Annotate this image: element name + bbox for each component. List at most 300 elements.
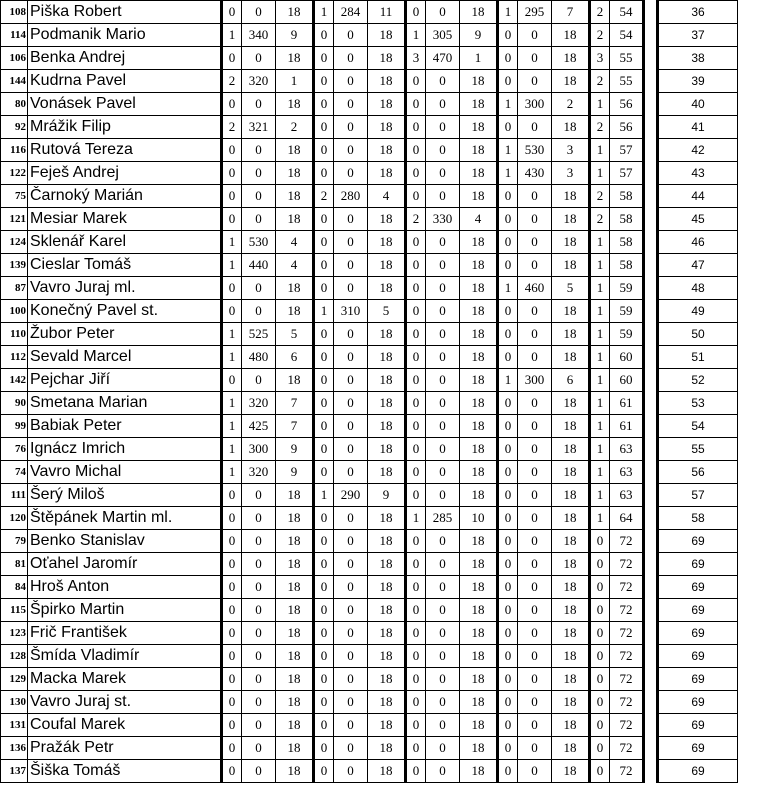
round2-fish-count-cell: 0	[314, 392, 334, 415]
round1-weight-cell: 530	[242, 231, 276, 254]
rank-cell: 50	[658, 323, 738, 346]
round1-weight-cell: 320	[242, 70, 276, 93]
round3-weight-cell: 0	[426, 438, 460, 461]
round4-weight-cell: 0	[518, 47, 552, 70]
round1-fish-count-cell: 0	[222, 599, 242, 622]
total-points-cell: 59	[610, 300, 644, 323]
round2-fish-count-cell: 0	[314, 116, 334, 139]
round2-fish-count-cell: 0	[314, 231, 334, 254]
round3-weight-cell: 0	[426, 277, 460, 300]
round2-fish-count-cell: 0	[314, 461, 334, 484]
round1-fish-count-cell: 1	[222, 231, 242, 254]
round1-fish-count-cell: 0	[222, 714, 242, 737]
spacer-cell	[644, 507, 658, 530]
round2-points-cell: 18	[368, 162, 406, 185]
round2-points-cell: 18	[368, 415, 406, 438]
rank-cell: 69	[658, 599, 738, 622]
round1-points-cell: 18	[276, 622, 314, 645]
table-row	[1, 231, 738, 254]
round1-fish-count-cell: 0	[222, 645, 242, 668]
round3-fish-count-cell: 0	[406, 254, 426, 277]
round2-fish-count-cell: 2	[314, 185, 334, 208]
round2-points-cell: 18	[368, 70, 406, 93]
round1-weight-cell: 480	[242, 346, 276, 369]
total-fish-count-cell: 1	[590, 277, 610, 300]
competitor-number-cell: 80	[1, 93, 28, 116]
round2-weight-cell: 0	[334, 346, 368, 369]
rank-cell: 69	[658, 668, 738, 691]
round3-points-cell: 18	[460, 392, 498, 415]
round2-weight-cell: 0	[334, 576, 368, 599]
round3-weight-cell: 0	[426, 185, 460, 208]
table-row	[1, 185, 738, 208]
round1-fish-count-cell: 0	[222, 507, 242, 530]
round4-fish-count-cell: 0	[498, 415, 518, 438]
round4-points-cell: 18	[552, 553, 590, 576]
competitor-number-cell: 112	[1, 346, 28, 369]
round3-fish-count-cell: 0	[406, 346, 426, 369]
competitor-number-cell: 120	[1, 507, 28, 530]
rank-cell: 69	[658, 737, 738, 760]
round1-weight-cell: 0	[242, 484, 276, 507]
spacer-cell	[644, 461, 658, 484]
round3-fish-count-cell: 0	[406, 1, 426, 24]
total-fish-count-cell: 0	[590, 622, 610, 645]
round2-weight-cell: 310	[334, 300, 368, 323]
round2-fish-count-cell: 0	[314, 162, 334, 185]
round1-points-cell: 18	[276, 599, 314, 622]
total-fish-count-cell: 0	[590, 691, 610, 714]
rank-cell: 69	[658, 530, 738, 553]
round3-fish-count-cell: 0	[406, 116, 426, 139]
round3-points-cell: 18	[460, 737, 498, 760]
round2-weight-cell: 0	[334, 760, 368, 783]
round1-fish-count-cell: 1	[222, 254, 242, 277]
total-points-cell: 54	[610, 1, 644, 24]
results-table-body	[1, 1, 738, 783]
round1-fish-count-cell: 1	[222, 392, 242, 415]
round3-weight-cell: 0	[426, 93, 460, 116]
round3-weight-cell: 0	[426, 461, 460, 484]
round2-points-cell: 18	[368, 116, 406, 139]
total-fish-count-cell: 1	[590, 254, 610, 277]
round1-points-cell: 18	[276, 668, 314, 691]
total-fish-count-cell: 3	[590, 47, 610, 70]
rank-cell: 47	[658, 254, 738, 277]
round2-points-cell: 18	[368, 323, 406, 346]
round1-points-cell: 6	[276, 346, 314, 369]
round1-weight-cell: 0	[242, 185, 276, 208]
round1-fish-count-cell: 1	[222, 346, 242, 369]
round1-points-cell: 18	[276, 691, 314, 714]
round1-weight-cell: 440	[242, 254, 276, 277]
round4-points-cell: 18	[552, 300, 590, 323]
round1-weight-cell: 320	[242, 461, 276, 484]
table-row	[1, 576, 738, 599]
spacer-cell	[644, 70, 658, 93]
round2-points-cell: 18	[368, 208, 406, 231]
round3-weight-cell: 470	[426, 47, 460, 70]
round3-points-cell: 18	[460, 530, 498, 553]
total-fish-count-cell: 1	[590, 438, 610, 461]
round2-points-cell: 18	[368, 691, 406, 714]
round3-weight-cell: 0	[426, 553, 460, 576]
round1-points-cell: 4	[276, 254, 314, 277]
spacer-cell	[644, 277, 658, 300]
round3-weight-cell: 0	[426, 116, 460, 139]
round1-points-cell: 18	[276, 484, 314, 507]
total-points-cell: 60	[610, 369, 644, 392]
total-points-cell: 57	[610, 139, 644, 162]
round1-points-cell: 7	[276, 415, 314, 438]
competitor-number-cell: 124	[1, 231, 28, 254]
rank-cell: 69	[658, 553, 738, 576]
competitor-name-cell: Špirko Martin	[28, 599, 222, 622]
spacer-cell	[644, 116, 658, 139]
round3-fish-count-cell: 1	[406, 24, 426, 47]
total-points-cell: 56	[610, 93, 644, 116]
round3-weight-cell: 0	[426, 1, 460, 24]
round1-fish-count-cell: 0	[222, 553, 242, 576]
competitor-name-cell: Vonásek Pavel	[28, 93, 222, 116]
table-row	[1, 530, 738, 553]
spacer-cell	[644, 93, 658, 116]
table-row	[1, 139, 738, 162]
competitor-number-cell: 123	[1, 622, 28, 645]
competitor-name-cell: Kudrna Pavel	[28, 70, 222, 93]
competitor-name-cell: Šerý Miloš	[28, 484, 222, 507]
round2-points-cell: 18	[368, 530, 406, 553]
spacer-cell	[644, 300, 658, 323]
total-fish-count-cell: 0	[590, 553, 610, 576]
table-row	[1, 668, 738, 691]
round1-points-cell: 18	[276, 737, 314, 760]
round2-points-cell: 18	[368, 714, 406, 737]
round4-fish-count-cell: 0	[498, 691, 518, 714]
round3-weight-cell: 305	[426, 24, 460, 47]
round4-points-cell: 18	[552, 346, 590, 369]
round2-points-cell: 5	[368, 300, 406, 323]
competitor-number-cell: 92	[1, 116, 28, 139]
competitor-name-cell: Rutová Tereza	[28, 139, 222, 162]
round2-fish-count-cell: 0	[314, 599, 334, 622]
rank-cell: 43	[658, 162, 738, 185]
round4-points-cell: 18	[552, 530, 590, 553]
total-points-cell: 63	[610, 484, 644, 507]
table-row	[1, 415, 738, 438]
total-points-cell: 72	[610, 645, 644, 668]
round2-weight-cell: 0	[334, 277, 368, 300]
round4-points-cell: 18	[552, 576, 590, 599]
round1-weight-cell: 321	[242, 116, 276, 139]
competitor-name-cell: Pejchar Jiří	[28, 369, 222, 392]
spacer-cell	[644, 668, 658, 691]
round1-points-cell: 1	[276, 70, 314, 93]
round4-weight-cell: 0	[518, 737, 552, 760]
round3-points-cell: 18	[460, 93, 498, 116]
round1-fish-count-cell: 0	[222, 369, 242, 392]
competitor-name-cell: Frič František	[28, 622, 222, 645]
competitor-number-cell: 106	[1, 47, 28, 70]
competitor-name-cell: Vavro Juraj ml.	[28, 277, 222, 300]
round2-fish-count-cell: 0	[314, 254, 334, 277]
round3-fish-count-cell: 0	[406, 530, 426, 553]
round1-fish-count-cell: 0	[222, 162, 242, 185]
round2-fish-count-cell: 0	[314, 70, 334, 93]
round4-points-cell: 18	[552, 668, 590, 691]
total-points-cell: 60	[610, 346, 644, 369]
round1-points-cell: 9	[276, 24, 314, 47]
rank-cell: 69	[658, 714, 738, 737]
round2-points-cell: 18	[368, 346, 406, 369]
round1-points-cell: 18	[276, 760, 314, 783]
competitor-name-cell: Šmída Vladimír	[28, 645, 222, 668]
rank-cell: 55	[658, 438, 738, 461]
round1-weight-cell: 0	[242, 300, 276, 323]
round4-points-cell: 18	[552, 461, 590, 484]
rank-cell: 57	[658, 484, 738, 507]
round4-fish-count-cell: 0	[498, 70, 518, 93]
competitor-name-cell: Pražák Petr	[28, 737, 222, 760]
table-row	[1, 254, 738, 277]
round4-weight-cell: 0	[518, 530, 552, 553]
round2-fish-count-cell: 0	[314, 415, 334, 438]
round4-fish-count-cell: 1	[498, 139, 518, 162]
table-row	[1, 24, 738, 47]
total-points-cell: 72	[610, 668, 644, 691]
total-fish-count-cell: 0	[590, 668, 610, 691]
round3-fish-count-cell: 0	[406, 300, 426, 323]
round2-points-cell: 9	[368, 484, 406, 507]
round1-points-cell: 18	[276, 93, 314, 116]
competitor-name-cell: Oťahel Jaromír	[28, 553, 222, 576]
total-points-cell: 72	[610, 530, 644, 553]
total-points-cell: 55	[610, 70, 644, 93]
round3-points-cell: 18	[460, 668, 498, 691]
round2-fish-count-cell: 0	[314, 553, 334, 576]
round4-fish-count-cell: 0	[498, 553, 518, 576]
round4-fish-count-cell: 0	[498, 668, 518, 691]
competitor-number-cell: 115	[1, 599, 28, 622]
round2-fish-count-cell: 1	[314, 484, 334, 507]
round1-points-cell: 18	[276, 553, 314, 576]
round2-fish-count-cell: 0	[314, 645, 334, 668]
round4-fish-count-cell: 1	[498, 277, 518, 300]
spacer-cell	[644, 599, 658, 622]
table-row	[1, 1, 738, 24]
round4-fish-count-cell: 0	[498, 392, 518, 415]
total-points-cell: 72	[610, 737, 644, 760]
round3-fish-count-cell: 0	[406, 622, 426, 645]
competitor-name-cell: Vavro Michal	[28, 461, 222, 484]
spacer-cell	[644, 553, 658, 576]
rank-cell: 37	[658, 24, 738, 47]
round2-weight-cell: 0	[334, 415, 368, 438]
competitor-name-cell: Šiška Tomáš	[28, 760, 222, 783]
round2-weight-cell: 0	[334, 116, 368, 139]
spacer-cell	[644, 346, 658, 369]
competitor-name-cell: Konečný Pavel st.	[28, 300, 222, 323]
round4-points-cell: 18	[552, 70, 590, 93]
round4-weight-cell: 0	[518, 622, 552, 645]
spacer-cell	[644, 415, 658, 438]
competitor-name-cell: Čarnoký Marián	[28, 185, 222, 208]
spacer-cell	[644, 231, 658, 254]
round4-weight-cell: 295	[518, 1, 552, 24]
round3-points-cell: 18	[460, 576, 498, 599]
round3-points-cell: 18	[460, 162, 498, 185]
total-fish-count-cell: 1	[590, 231, 610, 254]
rank-cell: 53	[658, 392, 738, 415]
competitor-name-cell: Mesiar Marek	[28, 208, 222, 231]
table-row	[1, 484, 738, 507]
round4-weight-cell: 0	[518, 185, 552, 208]
table-row	[1, 208, 738, 231]
table-row	[1, 461, 738, 484]
round1-fish-count-cell: 2	[222, 116, 242, 139]
total-points-cell: 63	[610, 438, 644, 461]
round4-points-cell: 18	[552, 645, 590, 668]
total-fish-count-cell: 0	[590, 714, 610, 737]
total-fish-count-cell: 0	[590, 599, 610, 622]
total-points-cell: 57	[610, 162, 644, 185]
competitor-number-cell: 130	[1, 691, 28, 714]
competitor-number-cell: 114	[1, 24, 28, 47]
round4-weight-cell: 0	[518, 760, 552, 783]
table-row	[1, 323, 738, 346]
rank-cell: 44	[658, 185, 738, 208]
spacer-cell	[644, 622, 658, 645]
round4-weight-cell: 0	[518, 507, 552, 530]
total-points-cell: 58	[610, 231, 644, 254]
total-fish-count-cell: 0	[590, 576, 610, 599]
round3-fish-count-cell: 2	[406, 208, 426, 231]
round3-fish-count-cell: 0	[406, 645, 426, 668]
round2-points-cell: 18	[368, 139, 406, 162]
total-fish-count-cell: 1	[590, 139, 610, 162]
round4-points-cell: 3	[552, 162, 590, 185]
rank-cell: 48	[658, 277, 738, 300]
total-points-cell: 72	[610, 760, 644, 783]
competitor-number-cell: 137	[1, 760, 28, 783]
competitor-name-cell: Sklenář Karel	[28, 231, 222, 254]
round1-fish-count-cell: 0	[222, 47, 242, 70]
round3-points-cell: 18	[460, 1, 498, 24]
round1-fish-count-cell: 0	[222, 300, 242, 323]
competitor-number-cell: 108	[1, 1, 28, 24]
total-fish-count-cell: 1	[590, 461, 610, 484]
round2-points-cell: 18	[368, 576, 406, 599]
round1-weight-cell: 0	[242, 576, 276, 599]
round4-weight-cell: 0	[518, 24, 552, 47]
round1-weight-cell: 340	[242, 24, 276, 47]
rank-cell: 69	[658, 760, 738, 783]
table-row	[1, 737, 738, 760]
total-fish-count-cell: 1	[590, 369, 610, 392]
round4-points-cell: 18	[552, 47, 590, 70]
total-points-cell: 61	[610, 392, 644, 415]
round3-points-cell: 18	[460, 714, 498, 737]
rank-cell: 41	[658, 116, 738, 139]
round2-weight-cell: 0	[334, 93, 368, 116]
round2-fish-count-cell: 0	[314, 277, 334, 300]
rank-cell: 69	[658, 622, 738, 645]
round3-fish-count-cell: 0	[406, 162, 426, 185]
round3-points-cell: 10	[460, 507, 498, 530]
round3-points-cell: 18	[460, 415, 498, 438]
total-fish-count-cell: 2	[590, 70, 610, 93]
competitor-number-cell: 131	[1, 714, 28, 737]
round1-fish-count-cell: 1	[222, 415, 242, 438]
round1-weight-cell: 300	[242, 438, 276, 461]
round3-fish-count-cell: 0	[406, 760, 426, 783]
table-row	[1, 369, 738, 392]
round3-points-cell: 18	[460, 139, 498, 162]
round3-fish-count-cell: 0	[406, 438, 426, 461]
round3-weight-cell: 0	[426, 300, 460, 323]
spacer-cell	[644, 24, 658, 47]
round4-weight-cell: 460	[518, 277, 552, 300]
competitor-name-cell: Podmanik Mario	[28, 24, 222, 47]
round4-weight-cell: 0	[518, 691, 552, 714]
table-row	[1, 47, 738, 70]
rank-cell: 69	[658, 576, 738, 599]
round1-weight-cell: 0	[242, 139, 276, 162]
competitor-number-cell: 139	[1, 254, 28, 277]
round3-points-cell: 18	[460, 116, 498, 139]
round2-points-cell: 18	[368, 553, 406, 576]
round2-fish-count-cell: 0	[314, 47, 334, 70]
total-points-cell: 55	[610, 47, 644, 70]
round2-weight-cell: 0	[334, 599, 368, 622]
competitor-name-cell: Coufal Marek	[28, 714, 222, 737]
round3-weight-cell: 0	[426, 530, 460, 553]
total-fish-count-cell: 1	[590, 346, 610, 369]
total-fish-count-cell: 0	[590, 737, 610, 760]
round3-weight-cell: 0	[426, 346, 460, 369]
round3-weight-cell: 330	[426, 208, 460, 231]
round3-fish-count-cell: 0	[406, 691, 426, 714]
competitor-name-cell: Štěpánek Martin ml.	[28, 507, 222, 530]
round2-points-cell: 18	[368, 392, 406, 415]
round2-weight-cell: 284	[334, 1, 368, 24]
round4-points-cell: 2	[552, 93, 590, 116]
round3-fish-count-cell: 0	[406, 415, 426, 438]
round3-fish-count-cell: 0	[406, 277, 426, 300]
round3-fish-count-cell: 0	[406, 93, 426, 116]
round1-weight-cell: 0	[242, 277, 276, 300]
round2-weight-cell: 0	[334, 507, 368, 530]
round4-fish-count-cell: 0	[498, 346, 518, 369]
round4-weight-cell: 0	[518, 323, 552, 346]
round2-points-cell: 18	[368, 599, 406, 622]
round4-weight-cell: 430	[518, 162, 552, 185]
round3-weight-cell: 0	[426, 737, 460, 760]
round1-points-cell: 18	[276, 645, 314, 668]
rank-cell: 69	[658, 645, 738, 668]
round3-fish-count-cell: 0	[406, 484, 426, 507]
round3-points-cell: 18	[460, 622, 498, 645]
spacer-cell	[644, 1, 658, 24]
round3-weight-cell: 0	[426, 323, 460, 346]
round2-points-cell: 18	[368, 47, 406, 70]
competitor-number-cell: 74	[1, 461, 28, 484]
competitor-name-cell: Mrážik Filip	[28, 116, 222, 139]
table-row	[1, 162, 738, 185]
round2-points-cell: 18	[368, 277, 406, 300]
round3-weight-cell: 285	[426, 507, 460, 530]
competitor-name-cell: Piška Robert	[28, 1, 222, 24]
